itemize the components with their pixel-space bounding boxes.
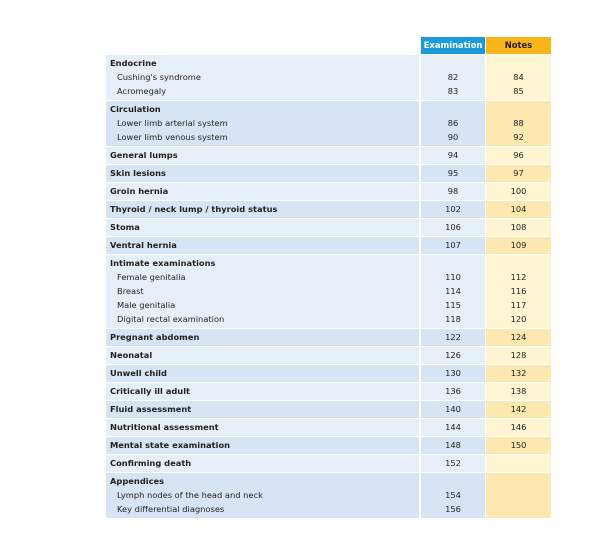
notes-page-number	[486, 502, 551, 516]
notes-page-number: 146	[510, 422, 527, 432]
examination-page-cell	[421, 365, 485, 382]
examination-page-number: 82	[447, 72, 459, 82]
examination-page-number: 90	[447, 132, 459, 142]
table-row	[106, 473, 551, 518]
table-row	[106, 237, 551, 254]
notes-page-cell	[486, 455, 551, 472]
examination-page-cell	[421, 473, 485, 518]
section-title: Nutritional assessment	[110, 422, 219, 432]
section-title: Intimate examinations	[110, 258, 216, 268]
examination-page-number: 114	[445, 286, 461, 296]
subtopic-label: Breast	[117, 286, 144, 296]
table-row	[106, 147, 551, 164]
table-row	[106, 329, 551, 346]
notes-page-number: 150	[510, 440, 527, 450]
table-row	[106, 401, 551, 418]
examination-page-number: 126	[445, 350, 461, 360]
subtopic-label: Female genitalia	[117, 272, 186, 282]
notes-page-cell	[486, 165, 551, 182]
examination-column-header: Examination	[421, 37, 485, 54]
subtopic-label: Digital rectal examination	[117, 314, 225, 324]
topic-cell	[106, 401, 419, 418]
examination-page-cell	[421, 101, 485, 146]
topic-cell	[106, 383, 419, 400]
examination-page-number: 118	[445, 314, 461, 324]
topic-cell	[106, 347, 419, 364]
table-row	[106, 383, 551, 400]
topic-cell	[106, 55, 419, 100]
notes-page-number: 116	[510, 286, 527, 296]
section-title: Appendices	[110, 476, 165, 486]
notes-page-number: 138	[510, 386, 527, 396]
topic-cell	[106, 419, 419, 436]
examination-page-cell	[421, 347, 485, 364]
notes-page-cell	[486, 183, 551, 200]
section-title: Groin hernia	[110, 186, 169, 196]
examination-page-cell	[421, 329, 485, 346]
notes-page-cell	[486, 473, 551, 518]
examination-page-number: 140	[445, 404, 461, 414]
section-title: Critically ill adult	[110, 386, 191, 396]
topic-cell	[106, 183, 419, 200]
topic-cell	[106, 237, 419, 254]
examination-page-number: 130	[445, 368, 461, 378]
examination-page-number: 102	[445, 204, 461, 214]
table-row	[106, 101, 551, 146]
section-title: Fluid assessment	[110, 404, 192, 414]
notes-page-number: 117	[510, 300, 527, 310]
section-title: Neonatal	[110, 350, 153, 360]
subtopic-label: Acromegaly	[117, 86, 167, 96]
section-title: Circulation	[110, 104, 161, 114]
examination-page-cell	[421, 419, 485, 436]
examination-page-number: 107	[445, 240, 461, 250]
notes-page-number: 97	[513, 168, 524, 178]
section-title: Thyroid / neck lump / thyroid status	[110, 204, 278, 214]
examination-page-cell	[421, 237, 485, 254]
section-title: General lumps	[110, 150, 178, 160]
notes-page-number: 132	[510, 368, 527, 378]
examination-page-number: 148	[445, 440, 461, 450]
spacer	[486, 102, 551, 116]
notes-page-number: 108	[510, 222, 527, 232]
table-body	[106, 55, 551, 518]
topic-cell	[106, 165, 419, 182]
examination-page-cell	[421, 219, 485, 236]
notes-page-cell	[486, 55, 551, 100]
notes-page-number: 109	[510, 240, 527, 250]
notes-page-cell	[486, 365, 551, 382]
notes-page-cell	[486, 329, 551, 346]
notes-page-number: 100	[510, 186, 527, 196]
examination-page-number: 115	[445, 300, 461, 310]
examination-page-cell	[421, 201, 485, 218]
examination-page-cell	[421, 455, 485, 472]
notes-page-cell	[486, 147, 551, 164]
notes-page-cell	[486, 401, 551, 418]
topic-cell	[106, 455, 419, 472]
examination-page-number: 95	[447, 168, 459, 178]
notes-page-number: 142	[510, 404, 527, 414]
spacer	[421, 56, 485, 70]
notes-page-cell	[486, 201, 551, 218]
subtopic-label: Lower limb venous system	[117, 132, 228, 142]
table-row	[106, 201, 551, 218]
section-title: Unwell child	[110, 368, 167, 378]
table-row	[106, 255, 551, 328]
examination-page-number: 94	[447, 150, 459, 160]
examination-page-number: 98	[447, 186, 459, 196]
table-row	[106, 55, 551, 100]
examination-page-cell	[421, 183, 485, 200]
section-title: Confirming death	[110, 458, 192, 468]
notes-page-cell	[486, 219, 551, 236]
topic-cell	[106, 147, 419, 164]
examination-page-number: 122	[445, 332, 461, 342]
spacer	[421, 474, 485, 488]
examination-page-number: 110	[445, 272, 461, 282]
examination-page-cell	[421, 165, 485, 182]
section-title: Mental state examination	[110, 440, 231, 450]
notes-page-number: 96	[513, 150, 524, 160]
subtopic-label: Lower limb arterial system	[117, 118, 228, 128]
topic-cell	[106, 219, 419, 236]
notes-page-number: 120	[510, 314, 527, 324]
examination-page-number: 144	[445, 422, 461, 432]
examination-page-cell	[421, 401, 485, 418]
examination-page-number: 136	[445, 386, 461, 396]
spacer	[486, 474, 551, 488]
section-title: Endocrine	[110, 58, 157, 68]
notes-page-number	[486, 488, 551, 502]
section-title: Ventral hernia	[110, 240, 177, 250]
subtopic-label: Male genitalia	[117, 300, 176, 310]
table-row	[106, 347, 551, 364]
examination-page-number: 86	[447, 118, 459, 128]
notes-page-number: 104	[510, 204, 527, 214]
contents-table	[106, 37, 551, 518]
spacer	[421, 256, 485, 270]
topic-cell	[106, 437, 419, 454]
examination-page-cell	[421, 55, 485, 100]
examination-page-cell	[421, 147, 485, 164]
notes-page-number: 128	[510, 350, 527, 360]
table-row	[106, 165, 551, 182]
notes-page-number: 92	[513, 132, 524, 142]
table-header	[106, 37, 551, 54]
notes-column-header: Notes	[486, 37, 551, 54]
notes-page-cell	[486, 347, 551, 364]
notes-page-number: 112	[510, 272, 527, 282]
notes-page-number: 124	[510, 332, 527, 342]
examination-page-number: 83	[447, 86, 459, 96]
subtopic-label: Cushing's syndrome	[117, 72, 201, 82]
topic-cell	[106, 365, 419, 382]
table-row	[106, 219, 551, 236]
section-title: Stoma	[110, 222, 140, 232]
notes-page-cell	[486, 419, 551, 436]
topic-cell	[106, 101, 419, 146]
table-row	[106, 419, 551, 436]
examination-page-number: 154	[445, 490, 461, 500]
subtopic-label: Key differential diagnoses	[117, 504, 225, 514]
topic-cell	[106, 329, 419, 346]
notes-page-number	[486, 456, 551, 470]
notes-page-cell	[486, 383, 551, 400]
topic-cell	[106, 255, 419, 328]
subtopic-label: Lymph nodes of the head and neck	[117, 490, 263, 500]
examination-page-number: 156	[445, 504, 461, 514]
notes-page-cell	[486, 255, 551, 328]
topic-cell	[106, 201, 419, 218]
notes-page-number: 85	[513, 86, 524, 96]
notes-page-number: 88	[513, 118, 524, 128]
table-row	[106, 437, 551, 454]
notes-page-cell	[486, 237, 551, 254]
examination-page-number: 152	[445, 458, 461, 468]
spacer	[421, 102, 485, 116]
spacer	[486, 256, 551, 270]
notes-page-cell	[486, 101, 551, 146]
section-title: Skin lesions	[110, 168, 166, 178]
table-row	[106, 365, 551, 382]
table-row	[106, 455, 551, 472]
notes-page-number: 84	[513, 72, 524, 82]
examination-page-cell	[421, 383, 485, 400]
examination-page-cell	[421, 255, 485, 328]
topic-cell	[106, 473, 419, 518]
spacer	[486, 56, 551, 70]
section-title: Pregnant abdomen	[110, 332, 200, 342]
notes-page-cell	[486, 437, 551, 454]
table-row	[106, 183, 551, 200]
examination-page-cell	[421, 437, 485, 454]
examination-page-number: 106	[445, 222, 461, 232]
